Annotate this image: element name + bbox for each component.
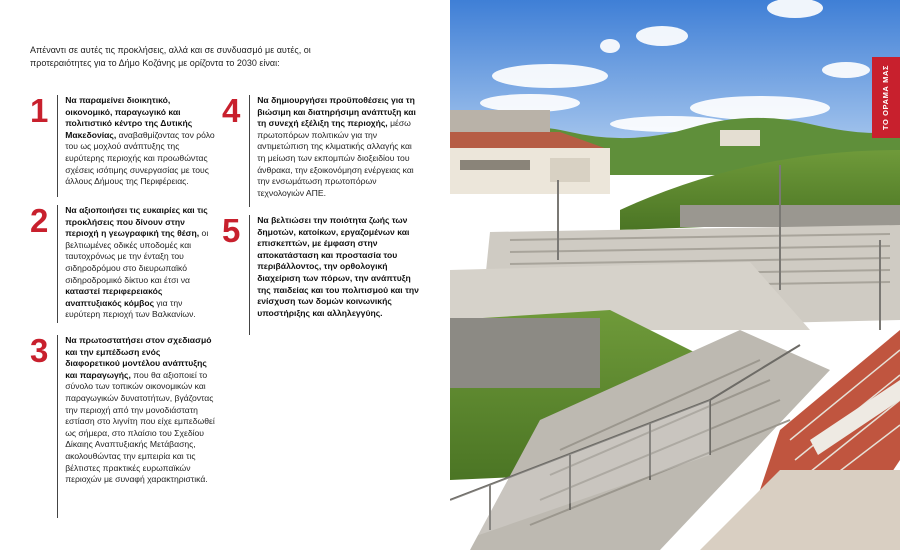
emphasis-text: Να πρωτοστατήσει στον σχεδιασμό και την εμπέδωση ενός διαφορετικού μοντέλου ανάπτυξης και παραγωγής, <box>65 335 212 380</box>
body-text: αναβαθμίζοντας τον ρόλο του ως μοχλού ανάπτυξης της ευρύτερης περιοχής και προωθώντας σχέσεις ισότιμης συνεργασίας με τους άλλους Δήμους της Περιφέρειας. <box>65 129 215 187</box>
park-amphitheater-image <box>450 0 900 550</box>
body-text: οι βελτιωμένες οδικές υποδομές και ταυτοχρόνως με την ένταξη του σιδηροδρόμου στο διευρωπαϊκό σιδηροδρομικό δίκτυο και έτσι να <box>65 228 209 285</box>
priority-number: 5 <box>222 212 241 249</box>
section-tab-label: ΤΟ ΟΡΑΜΑ ΜΑΣ <box>881 64 891 131</box>
emphasis-text: Να δημιουργήσει προϋποθέσεις για τη βιώσιμη και διατηρήσιμη ανάπτυξη και τη συνεχή εξέλιξη της περιοχής, <box>257 95 416 129</box>
priority-text <box>257 215 419 335</box>
emphasis-text: Να βελτιώσει την ποιότητα ζωής των δημοτών, κατοίκων, εργαζομένων και επισκεπτών, με έμφαση στην αποκατάσταση και προστασία του περιβάλλοντος, την ορθολογική διαχείριση των πόρων, την ανάπτυξη της παιδείας και του πολιτισμού και την ενίσχυση των δομών κοινωνικής υποστήριξης και αλληλεγγύης. <box>257 215 419 318</box>
priority-item-4 <box>222 92 422 207</box>
priority-number: 3 <box>30 332 49 369</box>
priority-item-3 <box>30 332 225 518</box>
priority-number: 4 <box>222 92 241 129</box>
emphasis-text: καταστεί περιφερειακός αναπτυξιακός κόμβος <box>65 286 163 308</box>
divider-line <box>249 95 250 207</box>
priority-text <box>65 95 217 197</box>
priority-text <box>65 205 217 323</box>
divider-line <box>57 335 58 518</box>
priority-item-2 <box>30 202 225 323</box>
divider-line <box>57 95 58 197</box>
body-text: που θα αξιοποιεί το σύνολο των τοπικών οικονομικών και παραγωγικών δυνατοτήτων, βγάζοντας την περιοχή από την μονοδιάστατη εστίαση στο λιγνίτη που είχε εμπεδωθεί ως σήμερα, στο πλαίσιο του Σχεδίου Δίκαιης Αναπτυξιακής Μετάβασης, ακολουθώντας την εμπειρία και τις βέλτιστες πρακτικές ευρωπαϊκών περιοχών με συναφή χαρακτηριστικά. <box>65 369 215 485</box>
amphitheater-photo <box>450 0 900 550</box>
priority-item-1 <box>30 92 225 197</box>
body-text: για την ευρύτερη περιοχή των Βαλκανίων. <box>65 297 196 320</box>
section-tab <box>872 57 900 138</box>
body-text: μέσω πρωτοπόρων πολιτικών για την αντιμετώπιση της κλιματικής αλλαγής και τη μείωση των εκπομπών διοξειδίου του άνθρακα, την εξοικονόμηση ενέργειας και την ενσωμάτωση πρωτοπόρων τεχνολογιών ΑΠΕ. <box>257 118 414 198</box>
priority-number: 1 <box>30 92 49 129</box>
emphasis-text: Να παραμείνει διοικητικό, οικονομικό, παραγωγικό και πολιτιστικό κέντρο της Δυτικής Μακεδονίας, <box>65 95 193 140</box>
divider-line <box>249 215 250 335</box>
intro-paragraph: Απέναντι σε αυτές τις προκλήσεις, αλλά και σε συνδυασμό με αυτές, οι προτεραιότητες για το Δήμο Κοζάνης με ορίζοντα το 2030 είναι: <box>30 45 311 68</box>
divider-line <box>57 205 58 323</box>
emphasis-text: Να αξιοποιήσει τις ευκαιρίες και τις προκλήσεις που δίνουν στην περιοχή η γεωγραφική της θέση, <box>65 205 208 239</box>
priority-number: 2 <box>30 202 49 239</box>
priority-item-5 <box>222 212 422 335</box>
priority-text <box>257 95 419 207</box>
priority-text <box>65 335 217 518</box>
